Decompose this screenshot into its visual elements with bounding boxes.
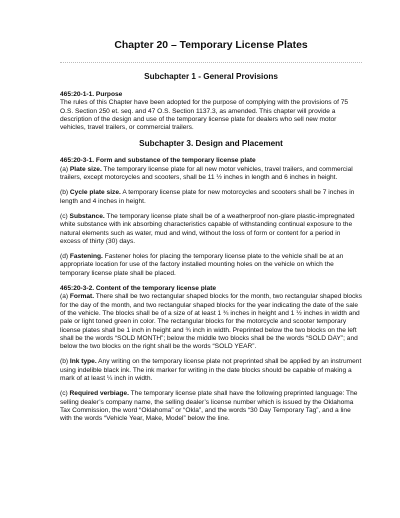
plate-size-paragraph — [60, 166, 362, 183]
item-text: There shall be two rectangular shaped blocks for the month, two rectangular shaped blocks for the day of the month, and two rectangular shaped blocks for the year indicating the date of the sale of the vehicle. The blocks shall be of a size of at least 1 ¾ inches in height and 1 ½ inches in width and pale or light toned green in color. The rectangular blocks for the motorcycle and scooter temporary license plates shall be 1 inch in height and ¾ inch in width. Preprinted below the two blocks on the left shall be the words “SOLD MONTH”; below the middle two blocks shall be the words “SOLD DAY”; and below the two blocks on the right shall be the words “SOLD YEAR”. — [60, 293, 362, 351]
title-divider — [60, 62, 362, 63]
item-label: (a) — [60, 293, 69, 301]
fastening-paragraph — [60, 253, 362, 278]
item-label: (b) — [60, 358, 69, 366]
chapter-title: Chapter 20 – Temporary License Plates — [114, 40, 308, 51]
item-term: Substance. — [69, 212, 105, 220]
item-text: Fastener holes for placing the temporary license plate to the vehicle shall be at an appropriate location for use of the factory installed mounting holes on the vehicle on which the temporary license plate shall be placed. — [60, 253, 344, 277]
item-text: The temporary license plate shall be of a weatherproof non-glare plastic-impregnated white substance with ink absorbing characteristics capable of withstanding continual exposure to the natural elements such as water, mud and wind, without the loss of form or content for a period in excess of thirty (30) days. — [60, 212, 355, 245]
item-text: The temporary license plate for all new motor vehicles, travel trailers, and commercial trailers, except motorcycles and scooters, shall be 11 ½ inches in length and 6 inches in height. — [60, 165, 353, 182]
item-term: Fastening. — [69, 253, 103, 261]
purpose-heading: 465:20-1-1. Purpose — [60, 91, 123, 98]
item-text: A temporary license plate for new motorcycles and scooters shall be 7 inches in length and 4 inches in height. — [60, 189, 355, 205]
section-3-2-heading: 465:20-3-2. Content of the temporary license plate — [60, 285, 217, 293]
cycle-plate-size-paragraph — [60, 189, 362, 206]
item-term: Ink type. — [69, 358, 97, 366]
item-label: (c) — [60, 212, 68, 220]
item-label: (a) — [60, 165, 69, 173]
item-label: (d) — [60, 253, 69, 261]
required-verbiage-paragraph — [60, 390, 362, 423]
item-text: Any writing on the temporary license plate not preprinted shall be applied by an instrument using indelible black ink. The ink marker for writing in the date blocks should be capable of making a mark of at least ¼ inch in width. — [60, 358, 362, 383]
item-label: (b) — [60, 189, 69, 197]
item-term: Plate size. — [69, 165, 102, 173]
item-term: Cycle plate size. — [69, 189, 121, 197]
substance-paragraph — [60, 213, 362, 246]
item-text: The temporary license plate shall have the following preprinted language: The selling dealer’s company name, the selling dealer’s license number which is issued by the Oklahoma Tax Commission, the word “Oklahoma” or “Okla”, and the words “30 Day Temporary Tag”, and a line with the words “Vehicle Year, Make, Model” below the line. — [60, 390, 358, 423]
purpose-paragraph: The rules of this Chapter have been adopted for the purpose of complying with the provisions of 75 O.S. Section 250 et. seq. and 47 O.S. Section 1137.3, as amended. This chapter will provide a description of the design and use of the temporary license plate for dealers who sell new motor vehicles, travel trailers, or commercial trailers. — [60, 99, 349, 132]
ink-type-paragraph — [60, 358, 362, 383]
item-label: (c) — [60, 390, 68, 398]
item-term: Required verbiage. — [69, 390, 129, 398]
subchapter-1-title: Subchapter 1 - General Provisions — [144, 72, 278, 81]
item-term: Format. — [69, 293, 95, 301]
section-3-1-heading: 465:20-3-1. Form and substance of the temporary license plate — [60, 157, 256, 165]
subchapter-3-title: Subchapter 3. Design and Placement — [139, 139, 283, 149]
format-paragraph — [60, 293, 362, 351]
